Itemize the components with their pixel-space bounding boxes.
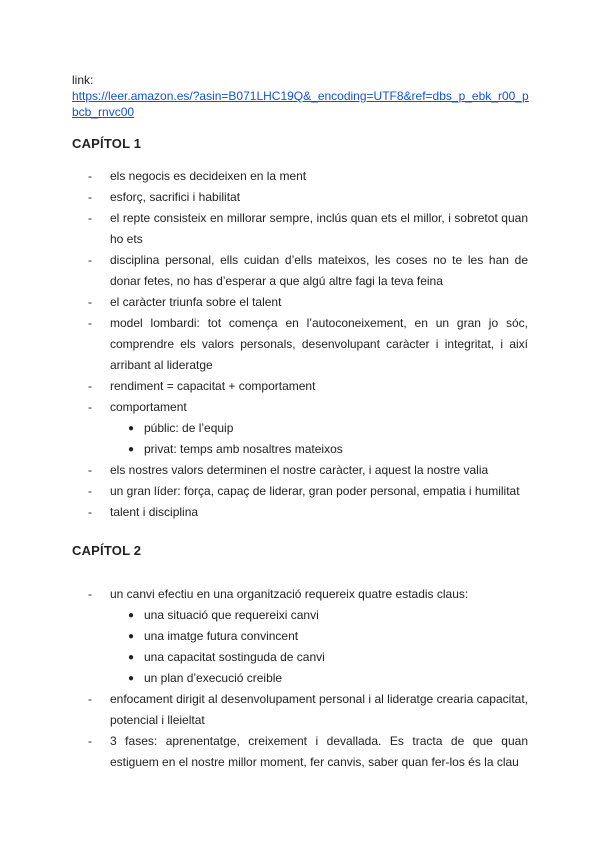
list-item	[72, 250, 528, 292]
chapter-1-list	[72, 166, 528, 523]
list-item-text: el caràcter triunfa sobre el talent	[110, 295, 282, 309]
list-item	[72, 481, 528, 502]
list-item-text: rendiment = capacitat + comportament	[110, 379, 316, 393]
list-item	[72, 584, 528, 605]
dash-marker: -	[88, 253, 92, 267]
list-item-text: esforç, sacrifici i habilitat	[110, 190, 241, 204]
bullet-icon: ●	[128, 423, 135, 434]
sub-list-item	[72, 647, 528, 668]
list-item	[72, 166, 528, 187]
list-item-text: els nostres valors determinen el nostre caràcter, i aquest la nostre valia	[110, 463, 489, 477]
list-item	[72, 502, 528, 523]
amazon-link[interactable]: https://leer.amazon.es/?asin=B071LHC19Q&_encoding=UTF8&ref=dbs_p_ebk_r00_pbcb_rnvc00	[72, 89, 529, 119]
sub-list-item	[72, 439, 528, 460]
list-item	[72, 313, 528, 376]
list-item-text: enfocament dirigit al desenvolupament personal i al lideratge crearia capacitat, potencial i lleieltat	[110, 692, 528, 727]
bullet-icon: ●	[128, 444, 135, 455]
list-item	[72, 187, 528, 208]
list-item-text: el repte consisteix en millorar sempre, inclús quan ets el millor, i sobretot quan ho ets	[110, 211, 528, 246]
list-item	[72, 460, 528, 481]
list-item	[72, 397, 528, 418]
chapter-1-heading: CAPÍTOL 1	[72, 136, 142, 151]
list-item-text: comportament	[110, 400, 187, 414]
sub-list-item	[72, 668, 528, 689]
list-item-text: un canvi efectiu en una organització requereix quatre estadis claus:	[110, 587, 469, 601]
dash-marker: -	[88, 400, 92, 414]
list-item	[72, 208, 528, 250]
chapter-2-list	[72, 584, 528, 773]
link-label: link:	[72, 73, 94, 87]
bullet-icon: ●	[128, 673, 135, 684]
list-item	[72, 376, 528, 397]
sub-list-item-text: una imatge futura convincent	[144, 629, 299, 643]
dash-marker: -	[88, 463, 92, 477]
dash-marker: -	[88, 379, 92, 393]
bullet-icon: ●	[128, 610, 135, 621]
dash-marker: -	[88, 692, 92, 706]
bullet-icon: ●	[128, 652, 135, 663]
list-item-text: model lombardi: tot comença en l’autoconeixement, en un gran jo sóc, comprendre els valors personals, desenvolupant caràcter i integritat, i així arribant al lideratge	[110, 316, 528, 372]
sub-list-item	[72, 418, 528, 439]
dash-marker: -	[88, 734, 92, 748]
list-item-text: talent i disciplina	[110, 505, 199, 519]
sub-list-item	[72, 605, 528, 626]
sub-list-item-text: públic: de l’equip	[144, 421, 234, 435]
dash-marker: -	[88, 316, 92, 330]
dash-marker: -	[88, 211, 92, 225]
dash-marker: -	[88, 169, 92, 183]
dash-marker: -	[88, 484, 92, 498]
sub-list-item	[72, 626, 528, 647]
list-item	[72, 292, 528, 313]
list-item-text: disciplina personal, ells cuidan d’ells mateixos, les coses no te les han de donar fetes, no has d’esperar a que algú altre fagi la teva feina	[110, 253, 528, 288]
list-item	[72, 689, 528, 731]
dash-marker: -	[88, 505, 92, 519]
sub-list-item-text: privat: temps amb nosaltres mateixos	[144, 442, 343, 456]
list-item-text: 3 fases: aprenentatge, creixement i devallada. Es tracta de que quan estiguem en el nostre millor moment, fer canvis, saber quan fer-los és la clau	[110, 734, 528, 769]
sub-list-item-text: una situació que requereixi canvi	[144, 608, 319, 622]
dash-marker: -	[88, 190, 92, 204]
chapter-2-heading: CAPÍTOL 2	[72, 543, 142, 558]
list-item-text: els negocis es decideixen en la ment	[110, 169, 307, 183]
dash-marker: -	[88, 295, 92, 309]
list-item-text: un gran líder: força, capaç de liderar, gran poder personal, empatia i humilitat	[110, 484, 520, 498]
dash-marker: -	[88, 587, 92, 601]
bullet-icon: ●	[128, 631, 135, 642]
sub-list-item-text: un plan d’execució creible	[144, 671, 283, 685]
list-item	[72, 731, 528, 773]
sub-list-item-text: una capacitat sostinguda de canvi	[144, 650, 325, 664]
